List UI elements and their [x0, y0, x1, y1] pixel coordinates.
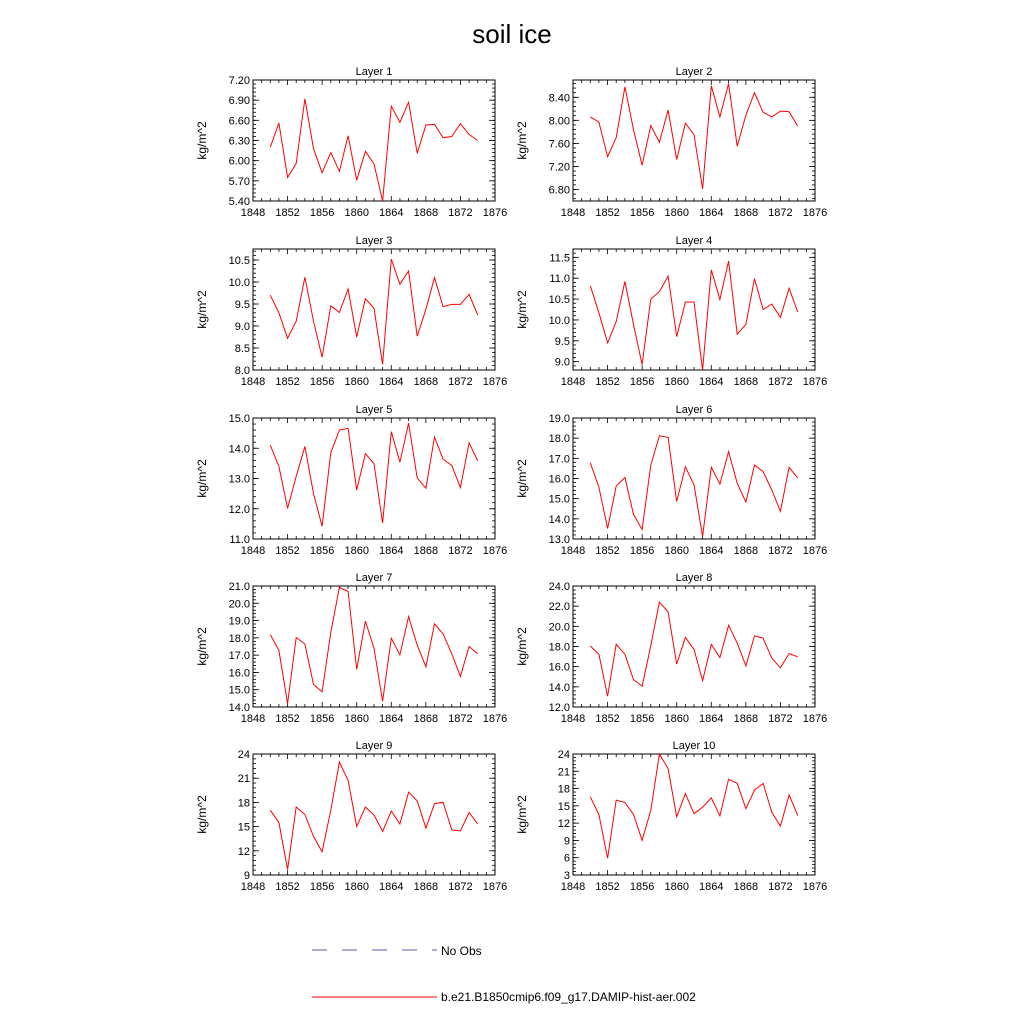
x-tick-label: 1852	[275, 207, 300, 219]
y-tick-label: 16.0	[548, 473, 570, 486]
x-tick-label: 1848	[240, 713, 266, 725]
y-tick-label: 9.0	[554, 356, 570, 369]
y-tick-label: 6.60	[228, 115, 250, 128]
chart-panel-layer-1	[195, 66, 507, 219]
panel-title: Layer 2	[675, 66, 713, 78]
x-tick-label: 1852	[275, 545, 300, 557]
y-tick-label: 3	[563, 870, 570, 882]
y-tick-label: 24.0	[548, 581, 570, 593]
chart-panel-layer-7	[195, 572, 507, 725]
x-tick-label: 1864	[699, 881, 724, 893]
figure-title: soil ice	[472, 19, 552, 49]
x-tick-label: 1852	[275, 881, 300, 893]
panels	[195, 66, 827, 893]
x-tick-label: 1868	[413, 376, 439, 388]
panel-title: Layer 8	[675, 572, 713, 584]
chart-panel-layer-6	[515, 404, 827, 557]
x-tick-label: 1848	[560, 881, 586, 893]
x-tick-label: 1852	[595, 713, 620, 725]
x-tick-label: 1876	[482, 376, 508, 388]
y-tick-label: 11.0	[229, 534, 250, 546]
x-tick-label: 1872	[768, 376, 793, 388]
plot-frame	[573, 754, 815, 875]
y-tick-label: 8.5	[234, 343, 250, 355]
x-tick-label: 1864	[379, 713, 404, 725]
x-tick-label: 1860	[344, 713, 369, 725]
y-tick-label: 15	[557, 800, 570, 813]
x-tick-label: 1848	[560, 713, 586, 725]
legend-item-no-obs	[312, 944, 482, 958]
panel-title: Layer 3	[355, 235, 393, 247]
panel-title: Layer 6	[675, 404, 713, 416]
y-tick-label: 6.90	[228, 95, 250, 108]
series-line	[270, 99, 477, 201]
x-tick-label: 1876	[482, 881, 508, 893]
x-tick-label: 1852	[595, 376, 620, 388]
series-line	[590, 602, 797, 696]
x-tick-label: 1872	[448, 376, 473, 388]
panel-title: Layer 10	[672, 740, 716, 752]
x-tick-label: 1848	[240, 207, 266, 219]
x-tick-label: 1872	[768, 207, 793, 219]
plot-frame	[253, 80, 495, 201]
y-tick-label: 19.0	[228, 615, 250, 628]
y-tick-label: 14.0	[548, 681, 570, 694]
x-tick-label: 1852	[595, 545, 620, 557]
y-tick-label: 18	[237, 797, 250, 810]
x-tick-label: 1856	[629, 207, 655, 219]
x-tick-label: 1860	[344, 881, 369, 893]
y-tick-label: 15.0	[548, 493, 570, 506]
x-tick-label: 1876	[802, 881, 828, 893]
x-tick-label: 1864	[699, 376, 724, 388]
y-tick-label: 15	[237, 821, 250, 834]
y-tick-label: 6.30	[228, 135, 250, 148]
y-axis-label: kg/m^2	[195, 459, 209, 498]
chart-panel-layer-4	[515, 235, 827, 388]
x-tick-label: 1868	[733, 713, 759, 725]
y-tick-label: 21	[237, 773, 250, 786]
y-tick-label: 21.0	[228, 581, 250, 593]
y-tick-label: 13.0	[548, 534, 570, 546]
series-line	[270, 762, 477, 869]
y-tick-label: 7.20	[228, 75, 250, 87]
y-tick-label: 7.20	[548, 161, 570, 174]
series-line	[270, 587, 477, 703]
y-tick-label: 18.0	[548, 641, 570, 654]
y-tick-label: 8.40	[548, 92, 570, 105]
y-tick-label: 24	[237, 749, 250, 761]
y-tick-label: 16.0	[548, 661, 570, 674]
y-axis-label: kg/m^2	[515, 627, 529, 666]
y-axis-label: kg/m^2	[515, 121, 529, 160]
y-tick-label: 24	[557, 749, 570, 761]
x-tick-label: 1872	[448, 545, 473, 557]
y-tick-label: 9	[563, 835, 570, 848]
x-tick-label: 1848	[240, 881, 266, 893]
x-tick-label: 1848	[560, 376, 586, 388]
x-tick-label: 1864	[699, 713, 724, 725]
y-axis-label: kg/m^2	[195, 121, 209, 160]
x-tick-label: 1868	[733, 881, 759, 893]
y-axis-label: kg/m^2	[195, 627, 209, 666]
x-tick-label: 1864	[379, 207, 404, 219]
y-axis-label: kg/m^2	[195, 795, 209, 834]
y-tick-label: 18	[557, 783, 570, 796]
y-tick-label: 8.00	[548, 115, 570, 128]
y-tick-label: 7.60	[548, 138, 570, 151]
series-line	[590, 436, 797, 537]
x-tick-label: 1864	[699, 545, 724, 557]
y-tick-label: 18.0	[228, 632, 250, 645]
x-tick-label: 1876	[802, 376, 828, 388]
legend-label-model: b.e21.B1850cmip6.f09_g17.DAMIP-hist-aer.002	[441, 990, 696, 1004]
y-tick-label: 20.0	[548, 621, 570, 634]
y-tick-label: 9.5	[554, 335, 570, 348]
y-tick-label: 12	[237, 845, 250, 858]
x-tick-label: 1872	[448, 207, 473, 219]
y-tick-label: 14.0	[548, 513, 570, 526]
chart-panel-layer-3	[195, 235, 507, 388]
x-tick-label: 1852	[275, 713, 300, 725]
x-tick-label: 1860	[664, 881, 689, 893]
panel-title: Layer 7	[355, 572, 393, 584]
x-tick-label: 1872	[768, 545, 793, 557]
y-tick-label: 5.40	[228, 196, 250, 208]
panel-title: Layer 1	[355, 66, 393, 78]
x-tick-label: 1876	[482, 207, 508, 219]
series-line	[590, 84, 797, 189]
panel-title: Layer 5	[355, 404, 393, 416]
y-tick-label: 10.0	[228, 277, 250, 289]
y-tick-label: 15.0	[228, 684, 250, 697]
y-axis-label: kg/m^2	[515, 290, 529, 329]
x-tick-label: 1860	[344, 376, 369, 388]
y-tick-label: 17.0	[548, 453, 570, 466]
x-tick-label: 1848	[240, 545, 266, 557]
y-tick-label: 10.0	[548, 314, 570, 327]
y-tick-label: 12.0	[228, 503, 250, 516]
x-tick-label: 1852	[595, 207, 620, 219]
y-tick-label: 6.00	[228, 155, 250, 168]
y-tick-label: 22.0	[548, 601, 570, 614]
x-tick-label: 1860	[664, 545, 689, 557]
x-tick-label: 1860	[664, 713, 689, 725]
plot-frame	[573, 249, 815, 370]
x-tick-label: 1860	[344, 545, 369, 557]
series-line	[590, 754, 797, 858]
y-tick-label: 9.5	[234, 299, 250, 311]
x-tick-label: 1876	[482, 713, 508, 725]
x-tick-label: 1876	[802, 207, 828, 219]
x-tick-label: 1856	[629, 713, 655, 725]
y-tick-label: 11.5	[549, 252, 570, 265]
x-tick-label: 1852	[595, 881, 620, 893]
series-line	[590, 261, 797, 370]
x-tick-label: 1876	[802, 713, 828, 725]
x-tick-label: 1856	[309, 545, 335, 557]
y-tick-label: 5.70	[228, 175, 250, 188]
x-tick-label: 1868	[413, 881, 439, 893]
y-tick-label: 14.0	[228, 443, 250, 456]
plot-frame	[573, 80, 815, 201]
x-tick-label: 1868	[413, 545, 439, 557]
x-tick-label: 1856	[309, 376, 335, 388]
x-tick-label: 1868	[733, 207, 759, 219]
x-tick-label: 1856	[629, 376, 655, 388]
y-tick-label: 6	[563, 852, 570, 865]
y-tick-label: 11.0	[549, 273, 570, 286]
x-tick-label: 1848	[560, 207, 586, 219]
y-tick-label: 8.0	[234, 365, 250, 377]
y-axis-label: kg/m^2	[195, 290, 209, 329]
y-tick-label: 21	[557, 766, 570, 779]
chart-panel-layer-8	[515, 572, 827, 725]
x-tick-label: 1868	[413, 207, 439, 219]
legend	[312, 944, 696, 1004]
y-tick-label: 18.0	[548, 433, 570, 446]
series-line	[270, 423, 477, 526]
chart-panel-layer-9	[195, 740, 507, 893]
y-tick-label: 19.0	[548, 413, 570, 425]
x-tick-label: 1852	[275, 376, 300, 388]
x-tick-label: 1864	[379, 376, 404, 388]
x-tick-label: 1860	[664, 376, 689, 388]
legend-label-no-obs: No Obs	[441, 944, 482, 958]
x-tick-label: 1876	[802, 545, 828, 557]
x-tick-label: 1860	[344, 207, 369, 219]
panel-title: Layer 9	[355, 740, 393, 752]
x-tick-label: 1864	[379, 881, 404, 893]
y-axis-label: kg/m^2	[515, 459, 529, 498]
x-tick-label: 1856	[309, 713, 335, 725]
y-tick-label: 12	[557, 818, 570, 831]
x-tick-label: 1872	[768, 881, 793, 893]
y-tick-label: 15.0	[228, 413, 250, 425]
x-tick-label: 1864	[699, 207, 724, 219]
x-tick-label: 1868	[733, 545, 759, 557]
x-tick-label: 1872	[768, 713, 793, 725]
x-tick-label: 1872	[448, 713, 473, 725]
chart-panel-layer-10	[515, 740, 827, 893]
y-tick-label: 20.0	[228, 598, 250, 611]
y-tick-label: 10.5	[228, 255, 250, 267]
y-tick-label: 17.0	[228, 650, 250, 663]
panel-title: Layer 4	[675, 235, 713, 247]
x-tick-label: 1864	[379, 545, 404, 557]
y-tick-label: 12.0	[548, 702, 570, 714]
plot-frame	[253, 418, 495, 539]
y-tick-label: 16.0	[228, 667, 250, 680]
y-tick-label: 6.80	[548, 184, 570, 197]
chart-panel-layer-5	[195, 404, 507, 557]
series-line	[270, 259, 477, 364]
x-tick-label: 1856	[309, 881, 335, 893]
y-tick-label: 9	[243, 870, 250, 882]
y-tick-label: 9.0	[234, 321, 250, 333]
x-tick-label: 1856	[629, 545, 655, 557]
x-tick-label: 1856	[309, 207, 335, 219]
y-tick-label: 10.5	[548, 294, 570, 307]
x-tick-label: 1876	[482, 545, 508, 557]
legend-item-model	[312, 990, 696, 1004]
y-axis-label: kg/m^2	[515, 795, 529, 834]
x-tick-label: 1868	[733, 376, 759, 388]
x-tick-label: 1856	[629, 881, 655, 893]
y-tick-label: 13.0	[228, 473, 250, 486]
x-tick-label: 1860	[664, 207, 689, 219]
x-tick-label: 1848	[560, 545, 586, 557]
y-tick-label: 14.0	[228, 702, 250, 714]
x-tick-label: 1848	[240, 376, 266, 388]
x-tick-label: 1868	[413, 713, 439, 725]
chart-panel-layer-2	[515, 66, 827, 219]
x-tick-label: 1872	[448, 881, 473, 893]
